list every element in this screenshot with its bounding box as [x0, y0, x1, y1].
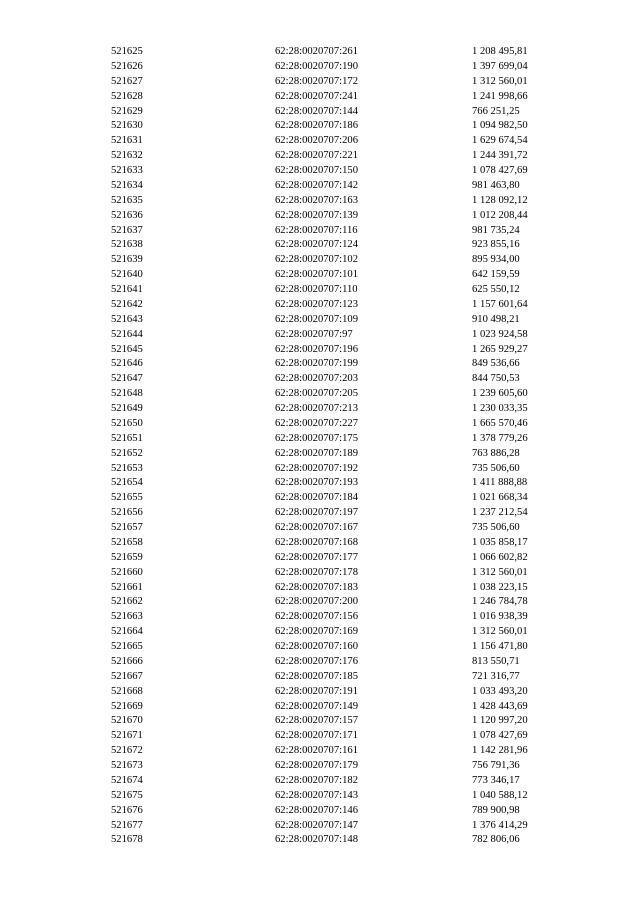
cadastral-value-cell: 1 033 493,20	[472, 685, 528, 697]
row-number-cell: 521670	[111, 715, 143, 727]
cadastral-number-cell: 62:28:0020707:227	[275, 417, 358, 429]
cadastral-number-cell: 62:28:0020707:197	[275, 507, 358, 519]
cadastral-value-cell: 782 806,06	[472, 834, 520, 846]
table-row	[0, 343, 640, 358]
cadastral-number-cell: 62:28:0020707:147	[275, 819, 358, 831]
cadastral-value-cell: 1 629 674,54	[472, 135, 528, 147]
row-number-cell: 521669	[111, 700, 143, 712]
cadastral-number-cell: 62:28:0020707:213	[275, 403, 358, 414]
table-row	[0, 833, 640, 848]
table-row	[0, 804, 640, 819]
cadastral-value-cell: 1 230 033,35	[472, 403, 528, 414]
cadastral-number-cell: 62:28:0020707:185	[275, 670, 358, 682]
cadastral-value-cell: 1 428 443,69	[472, 700, 528, 712]
cadastral-number-cell: 62:28:0020707:191	[275, 685, 358, 697]
cadastral-number-cell: 62:28:0020707:156	[275, 611, 358, 623]
table-row	[0, 357, 640, 372]
row-number-cell: 521661	[111, 581, 143, 593]
cadastral-number-cell: 62:28:0020707:101	[275, 269, 358, 281]
row-number-cell: 521628	[111, 90, 143, 102]
cadastral-number-cell: 62:28:0020707:150	[275, 165, 358, 176]
cadastral-number-cell: 62:28:0020707:205	[275, 388, 358, 400]
row-number-cell: 521654	[111, 477, 143, 489]
row-number-cell: 521631	[111, 135, 143, 147]
row-number-cell: 521650	[111, 417, 143, 429]
cadastral-value-cell: 1 237 212,54	[472, 507, 528, 519]
table-row	[0, 60, 640, 75]
cadastral-number-cell: 62:28:0020707:161	[275, 745, 358, 757]
cadastral-number-cell: 62:28:0020707:148	[275, 834, 358, 846]
cadastral-value-cell: 1 035 858,17	[472, 536, 528, 548]
cadastral-value-cell: 1 142 281,96	[472, 745, 528, 757]
cadastral-number-cell: 62:28:0020707:179	[275, 760, 358, 771]
table-row	[0, 729, 640, 744]
cadastral-value-cell: 1 016 938,39	[472, 611, 528, 623]
table-row	[0, 744, 640, 759]
cadastral-number-cell: 62:28:0020707:167	[275, 522, 358, 533]
table-row	[0, 685, 640, 700]
table-row	[0, 759, 640, 774]
cadastral-value-cell: 1 040 588,12	[472, 789, 528, 801]
cadastral-number-cell: 62:28:0020707:110	[275, 284, 358, 295]
row-number-cell: 521672	[111, 745, 143, 757]
cadastral-value-cell: 1 397 699,04	[472, 60, 528, 72]
cadastral-number-cell: 62:28:0020707:241	[275, 90, 358, 102]
row-number-cell: 521643	[111, 313, 143, 325]
table-row	[0, 313, 640, 328]
cadastral-value-cell: 1 411 888,88	[472, 477, 528, 489]
cadastral-value-cell: 721 316,77	[472, 670, 520, 682]
table-row	[0, 447, 640, 462]
row-number-cell: 521677	[111, 819, 143, 831]
row-number-cell: 521660	[111, 566, 143, 578]
cadastral-number-cell: 62:28:0020707:189	[275, 447, 358, 459]
cadastral-number-cell: 62:28:0020707:144	[275, 105, 358, 117]
cadastral-value-cell: 1 094 982,50	[472, 120, 528, 132]
cadastral-value-cell: 763 886,28	[472, 447, 520, 459]
row-number-cell: 521635	[111, 194, 143, 206]
table-row	[0, 194, 640, 209]
row-number-cell: 521632	[111, 150, 143, 162]
cadastral-value-cell: 1 156 471,80	[472, 641, 528, 652]
cadastral-value-cell: 642 159,59	[472, 269, 520, 281]
row-number-cell: 521662	[111, 596, 143, 608]
table-row	[0, 387, 640, 402]
row-number-cell: 521648	[111, 388, 143, 400]
row-number-cell: 521647	[111, 373, 143, 385]
cadastral-value-cell: 1 078 427,69	[472, 730, 528, 742]
cadastral-value-cell: 1 265 929,27	[472, 343, 528, 355]
cadastral-number-cell: 62:28:0020707:102	[275, 254, 358, 266]
row-number-cell: 521673	[111, 760, 143, 771]
table-row	[0, 417, 640, 432]
cadastral-value-cell: 1 246 784,78	[472, 596, 528, 608]
row-number-cell: 521659	[111, 551, 143, 563]
row-number-cell: 521657	[111, 522, 143, 533]
cadastral-number-cell: 62:28:0020707:157	[275, 715, 358, 727]
cadastral-number-cell: 62:28:0020707:123	[275, 298, 358, 310]
table-row	[0, 253, 640, 268]
cadastral-number-cell: 62:28:0020707:200	[275, 596, 358, 608]
table-row	[0, 164, 640, 179]
cadastral-number-cell: 62:28:0020707:109	[275, 313, 358, 325]
cadastral-number-cell: 62:28:0020707:192	[275, 462, 358, 474]
cadastral-number-cell: 62:28:0020707:139	[275, 209, 358, 221]
cadastral-number-cell: 62:28:0020707:261	[275, 46, 358, 57]
row-number-cell: 521645	[111, 343, 143, 355]
table-row	[0, 536, 640, 551]
cadastral-value-cell: 1 312 560,01	[472, 566, 528, 578]
row-number-cell: 521641	[111, 284, 143, 295]
cadastral-value-cell: 1 078 427,69	[472, 165, 528, 176]
cadastral-number-cell: 62:28:0020707:175	[275, 432, 358, 444]
cadastral-value-cell: 981 735,24	[472, 224, 520, 236]
row-number-cell: 521655	[111, 492, 143, 504]
table-row	[0, 119, 640, 134]
cadastral-value-table	[0, 45, 640, 848]
cadastral-value-cell: 1 665 570,46	[472, 417, 528, 429]
row-number-cell: 521633	[111, 165, 143, 176]
cadastral-value-cell: 1 312 560,01	[472, 75, 528, 87]
row-number-cell: 521630	[111, 120, 143, 132]
table-row	[0, 595, 640, 610]
row-number-cell: 521629	[111, 105, 143, 117]
cadastral-value-cell: 1 023 924,58	[472, 328, 528, 340]
cadastral-value-cell: 923 855,16	[472, 239, 520, 251]
row-number-cell: 521666	[111, 655, 143, 667]
row-number-cell: 521664	[111, 626, 143, 638]
table-row	[0, 521, 640, 536]
cadastral-number-cell: 62:28:0020707:97	[275, 328, 353, 340]
cadastral-value-cell: 1 038 223,15	[472, 581, 528, 593]
table-row	[0, 700, 640, 715]
table-row	[0, 283, 640, 298]
table-row	[0, 45, 640, 60]
table-row	[0, 610, 640, 625]
cadastral-number-cell: 62:28:0020707:171	[275, 730, 358, 742]
cadastral-number-cell: 62:28:0020707:221	[275, 150, 358, 162]
cadastral-number-cell: 62:28:0020707:160	[275, 641, 358, 652]
row-number-cell: 521678	[111, 834, 143, 846]
row-number-cell: 521642	[111, 298, 143, 310]
cadastral-value-cell: 1 128 092,12	[472, 194, 528, 206]
table-row	[0, 238, 640, 253]
cadastral-value-cell: 1 120 997,20	[472, 715, 528, 727]
cadastral-value-cell: 789 900,98	[472, 804, 520, 816]
cadastral-value-cell: 735 506,60	[472, 522, 520, 533]
cadastral-number-cell: 62:28:0020707:182	[275, 774, 358, 786]
row-number-cell: 521675	[111, 789, 143, 801]
table-row	[0, 432, 640, 447]
cadastral-value-cell: 1 012 208,44	[472, 209, 528, 221]
row-number-cell: 521668	[111, 685, 143, 697]
cadastral-value-cell: 981 463,80	[472, 179, 520, 191]
table-row	[0, 506, 640, 521]
row-number-cell: 521640	[111, 269, 143, 281]
table-row	[0, 551, 640, 566]
row-number-cell: 521625	[111, 46, 143, 57]
table-row	[0, 625, 640, 640]
row-number-cell: 521676	[111, 804, 143, 816]
row-number-cell: 521656	[111, 507, 143, 519]
cadastral-number-cell: 62:28:0020707:168	[275, 536, 358, 548]
cadastral-value-cell: 1 241 998,66	[472, 90, 528, 102]
table-row	[0, 149, 640, 164]
cadastral-number-cell: 62:28:0020707:193	[275, 477, 358, 489]
cadastral-value-cell: 1 066 602,82	[472, 551, 528, 563]
table-row	[0, 789, 640, 804]
cadastral-number-cell: 62:28:0020707:184	[275, 492, 358, 504]
cadastral-value-cell: 1 312 560,01	[472, 626, 528, 638]
cadastral-number-cell: 62:28:0020707:176	[275, 655, 358, 667]
row-number-cell: 521627	[111, 75, 143, 87]
cadastral-number-cell: 62:28:0020707:163	[275, 194, 358, 206]
table-row	[0, 655, 640, 670]
cadastral-number-cell: 62:28:0020707:199	[275, 358, 358, 370]
row-number-cell: 521667	[111, 670, 143, 682]
table-row	[0, 774, 640, 789]
table-row	[0, 134, 640, 149]
cadastral-number-cell: 62:28:0020707:142	[275, 179, 358, 191]
row-number-cell: 521671	[111, 730, 143, 742]
cadastral-number-cell: 62:28:0020707:146	[275, 804, 358, 816]
cadastral-value-cell: 735 506,60	[472, 462, 520, 474]
cadastral-value-cell: 1 378 779,26	[472, 432, 528, 444]
row-number-cell: 521665	[111, 641, 143, 652]
table-row	[0, 402, 640, 417]
row-number-cell: 521663	[111, 611, 143, 623]
table-row	[0, 298, 640, 313]
table-row	[0, 491, 640, 506]
cadastral-number-cell: 62:28:0020707:203	[275, 373, 358, 385]
table-row	[0, 224, 640, 239]
cadastral-number-cell: 62:28:0020707:196	[275, 343, 358, 355]
cadastral-value-cell: 1 376 414,29	[472, 819, 528, 831]
row-number-cell: 521636	[111, 209, 143, 221]
row-number-cell: 521674	[111, 774, 143, 786]
table-row	[0, 75, 640, 90]
table-row	[0, 209, 640, 224]
cadastral-value-cell: 813 550,71	[472, 655, 520, 667]
row-number-cell: 521658	[111, 536, 143, 548]
cadastral-number-cell: 62:28:0020707:116	[275, 224, 358, 236]
cadastral-value-cell: 844 750,53	[472, 373, 520, 385]
row-number-cell: 521651	[111, 432, 143, 444]
row-number-cell: 521626	[111, 60, 143, 72]
table-row	[0, 372, 640, 387]
cadastral-value-cell: 1 208 495,81	[472, 46, 528, 57]
cadastral-value-cell: 1 244 391,72	[472, 150, 528, 162]
table-row	[0, 328, 640, 343]
cadastral-value-cell: 625 550,12	[472, 284, 520, 295]
cadastral-number-cell: 62:28:0020707:178	[275, 566, 358, 578]
table-row	[0, 670, 640, 685]
table-row	[0, 462, 640, 477]
table-row	[0, 581, 640, 596]
cadastral-value-cell: 910 498,21	[472, 313, 520, 325]
cadastral-value-cell: 1 157 601,64	[472, 298, 528, 310]
table-row	[0, 90, 640, 105]
cadastral-number-cell: 62:28:0020707:172	[275, 75, 358, 87]
table-row	[0, 179, 640, 194]
cadastral-number-cell: 62:28:0020707:177	[275, 551, 358, 563]
cadastral-number-cell: 62:28:0020707:186	[275, 120, 358, 132]
row-number-cell: 521646	[111, 358, 143, 370]
row-number-cell: 521634	[111, 179, 143, 191]
table-row	[0, 566, 640, 581]
table-row	[0, 105, 640, 120]
row-number-cell: 521652	[111, 447, 143, 459]
cadastral-number-cell: 62:28:0020707:206	[275, 135, 358, 147]
row-number-cell: 521637	[111, 224, 143, 236]
cadastral-value-cell: 1 239 605,60	[472, 388, 528, 400]
row-number-cell: 521644	[111, 328, 143, 340]
table-row	[0, 714, 640, 729]
cadastral-number-cell: 62:28:0020707:183	[275, 581, 358, 593]
row-number-cell: 521638	[111, 239, 143, 251]
cadastral-value-cell: 1 021 668,34	[472, 492, 528, 504]
cadastral-value-cell: 849 536,66	[472, 358, 520, 370]
cadastral-value-cell: 895 934,00	[472, 254, 520, 266]
cadastral-number-cell: 62:28:0020707:143	[275, 789, 358, 801]
cadastral-number-cell: 62:28:0020707:169	[275, 626, 358, 638]
table-row	[0, 268, 640, 283]
row-number-cell: 521653	[111, 462, 143, 474]
table-row	[0, 819, 640, 834]
cadastral-number-cell: 62:28:0020707:124	[275, 239, 358, 251]
table-row	[0, 476, 640, 491]
cadastral-value-cell: 766 251,25	[472, 105, 520, 117]
row-number-cell: 521649	[111, 403, 143, 414]
cadastral-number-cell: 62:28:0020707:149	[275, 700, 358, 712]
cadastral-number-cell: 62:28:0020707:190	[275, 60, 358, 72]
row-number-cell: 521639	[111, 254, 143, 266]
table-row	[0, 640, 640, 655]
cadastral-value-cell: 773 346,17	[472, 774, 520, 786]
cadastral-value-cell: 756 791,36	[472, 760, 520, 771]
